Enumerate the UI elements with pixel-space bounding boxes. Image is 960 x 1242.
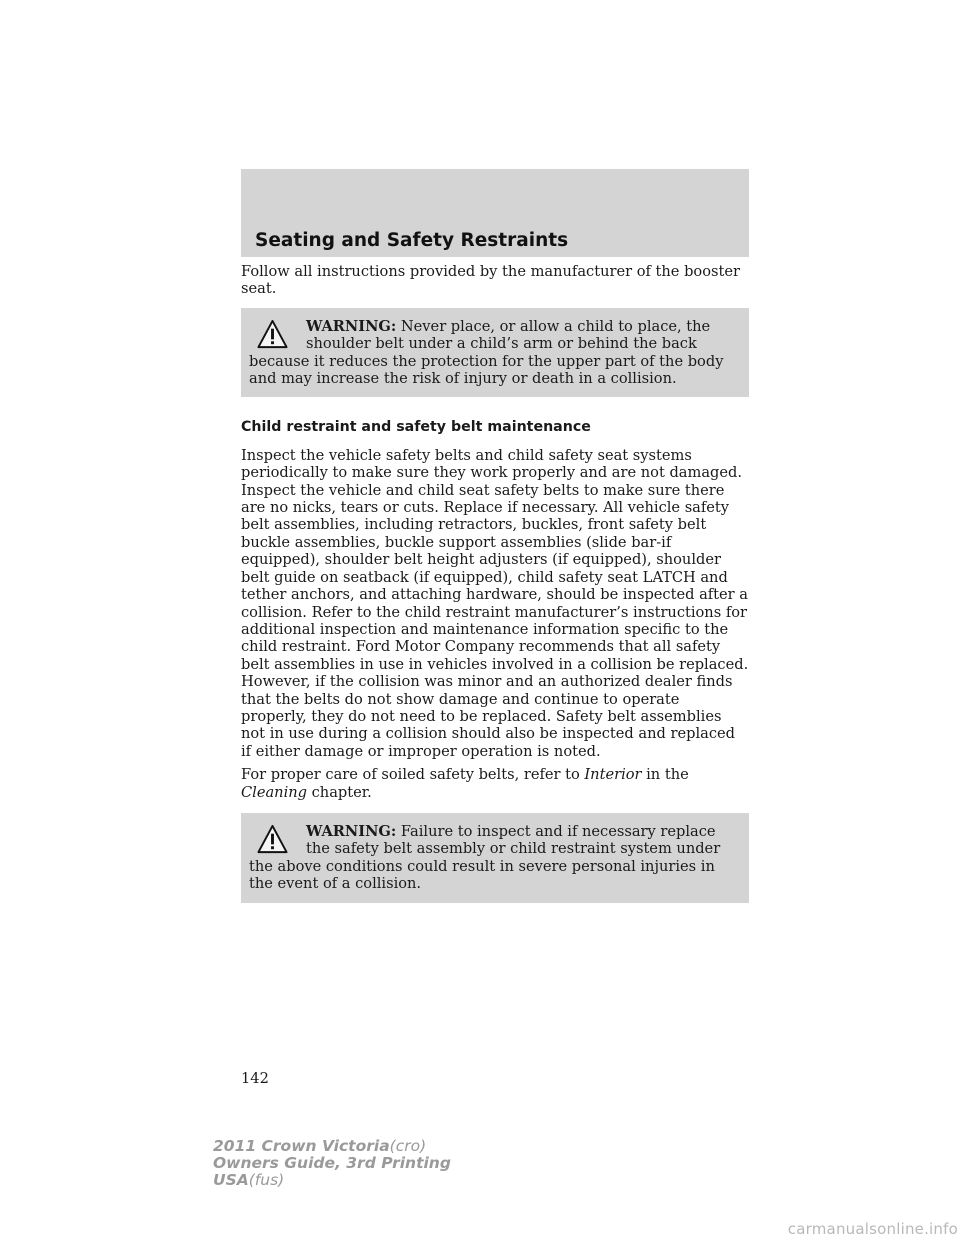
- care-text-prefix: For proper care of soiled safety belts, refer to: [241, 766, 580, 784]
- footer-market-code: (fus): [248, 1171, 285, 1189]
- warning-triangle-icon: [257, 824, 288, 855]
- section-header-band: [241, 169, 749, 257]
- footer-vehicle: 2011 Crown Victoria: [213, 1137, 390, 1155]
- document-footer: [213, 1138, 451, 1189]
- page-content: [241, 263, 749, 903]
- warning-box-1: [241, 308, 749, 398]
- page-title: Seating and Safety Restraints: [255, 230, 569, 251]
- page-number: 142: [241, 1070, 269, 1087]
- cleaning-reference: Cleaning: [241, 783, 307, 801]
- warning-triangle-icon: [257, 319, 288, 350]
- footer-line-3: [213, 1172, 451, 1189]
- care-paragraph: [241, 766, 749, 801]
- intro-paragraph: Follow all instructions provided by the manufacturer of the booster seat.: [241, 263, 740, 298]
- care-text-suffix: chapter.: [311, 783, 372, 801]
- warning-text: Never place, or allow a child to place, the shoulder belt under a child’s arm or behind the back because it reduces the protection for the upper part of the body and may increase the risk of injury or death in a collision.: [249, 317, 724, 388]
- footer-market: USA: [213, 1171, 249, 1189]
- footer-vehicle-code: (cro): [389, 1137, 427, 1155]
- maintenance-paragraph: Inspect the vehicle safety belts and child safety seat systems periodically to make sure they work properly and are not damaged. Inspect the vehicle and child seat safety belts to make sure there are no nicks, tears or cuts. Replace if necessary. All vehicle safety belt assemblies, including retractors, buckles, front safety belt buckle assemblies, buckle support assemblies (slide bar-if equipped), shoulder belt height adjusters (if equipped), shoulder belt guide on seatback (if equipped), child safety seat LATCH and tether anchors, and attaching hardware, should be inspected after a collision. Refer to the child restraint manufacturer’s instructions for additional inspection and maintenance information specific to the child restraint. Ford Motor Company recommends that all safety belt assemblies in use in vehicles involved in a collision be replaced. However, if the collision was minor and an authorized dealer finds that the belts do not show damage and continue to operate properly, they do not need to be replaced. Safety belt assemblies not in use during a collision should also be inspected and replaced if either damage or improper operation is noted.: [241, 446, 749, 760]
- warning-box-2: [241, 813, 749, 903]
- care-text-middle: in the: [646, 766, 689, 784]
- footer-line-2: Owners Guide, 3rd Printing: [213, 1154, 451, 1172]
- interior-reference: Interior: [584, 766, 642, 784]
- watermark: carmanualsonline.info: [787, 1220, 958, 1238]
- footer-line-1: [213, 1138, 451, 1155]
- warning-label: WARNING:: [306, 822, 397, 840]
- warning-text: Failure to inspect and if necessary replace the safety belt assembly or child restraint system under the above conditions could result in severe personal injuries in the event of a collision.: [249, 822, 721, 893]
- section-heading: Child restraint and safety belt maintenance: [241, 419, 591, 436]
- warning-label: WARNING:: [306, 317, 397, 335]
